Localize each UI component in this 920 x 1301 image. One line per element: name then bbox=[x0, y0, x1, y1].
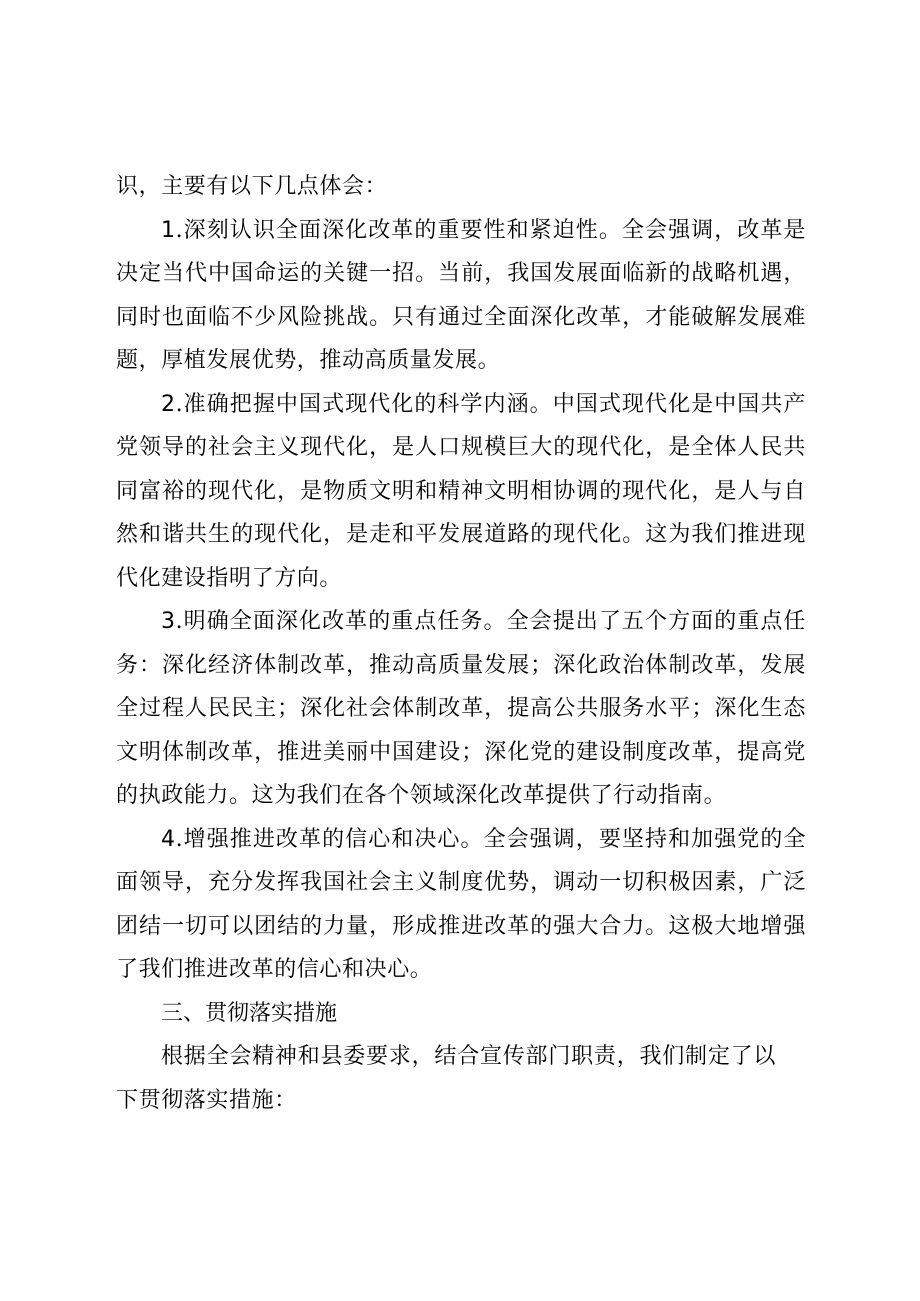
point-2-paragraph bbox=[116, 383, 806, 601]
section-heading: 三、贯彻落实措施 bbox=[161, 1000, 338, 1026]
point-4-text: .增强推进改革的信心和决心。全会强调，要坚持和加强党的全面领导，充分发挥我国社会主义制度优势，调动一切积极因素，广泛团结一切可以团结的力量，形成推进改革的强大合力。这极大地增强了我们推进改革的信心和决心。 bbox=[116, 826, 806, 982]
intro-line: 识，主要有以下几点体会： bbox=[116, 174, 388, 199]
point-2-text: .准确把握中国式现代化的科学内涵。中国式现代化是中国共产党领导的社会主义现代化，是人口规模巨大的现代化，是全体人民共同富裕的现代化，是物质文明和精神文明相协调的现代化，是人与自然和谐共生的现代化，是走和平发展道路的现代化。这为我们推进现代化建设指明了方向。 bbox=[116, 391, 806, 591]
point-1-text: .深刻认识全面深化改革的重要性和紧迫性。全会强调，改革是决定当代中国命运的关键一招。当前，我国发展面临新的战略机遇，同时也面临不少风险挑战。只有通过全面深化改革，才能破解发展难题，厚植发展优势，推动高质量发展。 bbox=[116, 217, 806, 373]
point-3-paragraph bbox=[116, 600, 806, 818]
document-body bbox=[116, 165, 806, 1122]
point-2-number: 2 bbox=[161, 391, 176, 417]
closing-paragraph: 根据全会精神和县委要求，结合宣传部门职责，我们制定了以下贯彻落实措施： bbox=[116, 1044, 776, 1113]
point-1-paragraph bbox=[116, 209, 806, 383]
point-1-number: 1 bbox=[161, 217, 176, 243]
point-3-number: 3 bbox=[161, 609, 176, 634]
point-4-number: 4 bbox=[161, 826, 176, 852]
point-3-text: .明确全面深化改革的重点任务。全会提出了五个方面的重点任务：深化经济体制改革，推动高质量发展；深化政治体制改革，发展全过程人民民主；深化社会体制改革，提高公共服务水平；深化生态文明体制改革，推进美丽中国建设；深化党的建设制度改革，提高党的执政能力。这为我们在各个领域深化改革提供了行动指南。 bbox=[116, 609, 806, 808]
point-4-paragraph bbox=[116, 818, 806, 992]
